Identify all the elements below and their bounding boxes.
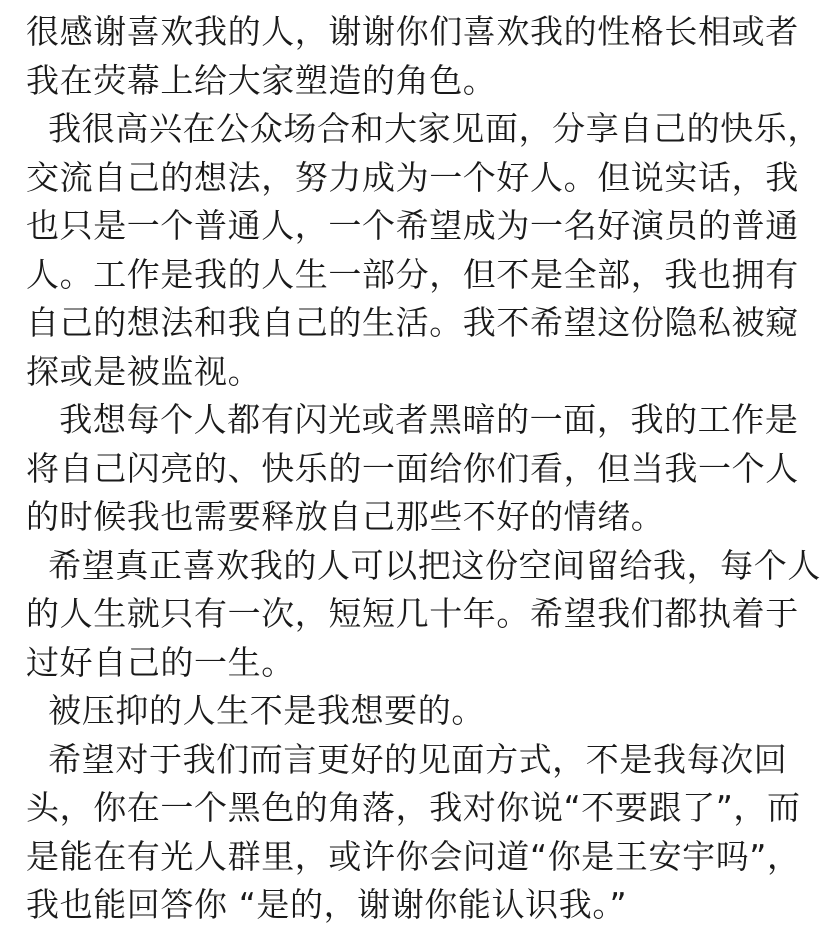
text-line: 将自己闪亮的、快乐的一面给你们看，但当我一个人 (26, 448, 799, 488)
text-line: 我想每个人都有闪光或者黑暗的一面，我的工作是 (26, 400, 799, 439)
text-line: 是能在有光人群里，或许你会问道“你是王安宇吗”， (26, 836, 801, 876)
text-line: 探或是被监视。 (26, 351, 262, 391)
paragraph-2 (26, 105, 821, 396)
text-line: 我很高兴在公众场合和大家见面，分享自己的快乐， (26, 109, 821, 148)
text-line: 的人生就只有一次，短短几十年。希望我们都执着于 (26, 594, 799, 633)
text-line: 希望对于我们而言更好的见面方式，不是我每次回 (26, 739, 788, 779)
paragraph-3 (26, 396, 816, 542)
text-line: 很感谢喜欢我的人，谢谢你们喜欢我的性格长相或者 (26, 12, 799, 51)
paragraph-5 (26, 687, 816, 736)
paragraph-1 (26, 8, 816, 105)
text-line: 过好自己的一生。 (26, 642, 295, 682)
text-line: 希望真正喜欢我的人可以把这份空间留给我，每个人 (26, 545, 821, 585)
text-line: 被压抑的人生不是我想要的。 (26, 691, 485, 730)
text-line: 头，你在一个黑色的角落，我对你说“不要跟了”，而 (26, 788, 801, 827)
paragraph-6 (26, 736, 816, 930)
text-line: 自己的想法和我自己的生活。我不希望这份隐私被窥 (26, 303, 799, 342)
text-line: 我在荧幕上给大家塑造的角色。 (26, 60, 497, 100)
text-line: 人。工作是我的人生一部分，但不是全部，我也拥有 (26, 254, 799, 294)
text-line: 我也能回答你 “是的，谢谢你能认识我。” (26, 885, 628, 924)
document-body (26, 8, 821, 930)
text-line: 也只是一个普通人，一个希望成为一名好演员的普通 (26, 206, 799, 245)
text-line: 交流自己的想法，努力成为一个好人。但说实话，我 (26, 157, 799, 197)
text-line: 的时候我也需要释放自己那些不好的情绪。 (26, 497, 665, 536)
paragraph-4 (26, 542, 821, 688)
